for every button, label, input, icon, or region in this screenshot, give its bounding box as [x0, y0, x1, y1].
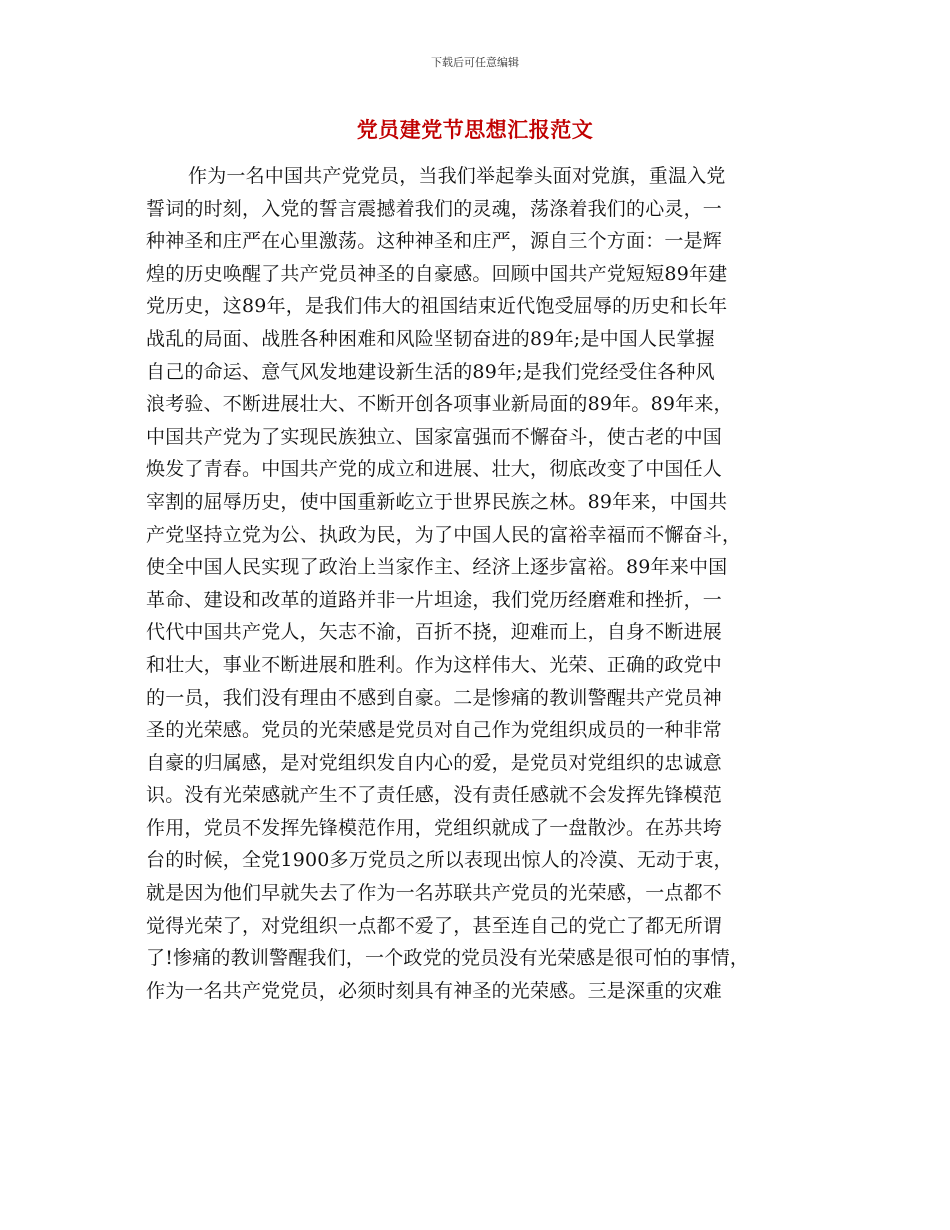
- document-title: 党员建党节思想汇报范文: [356, 117, 594, 142]
- body-line: 种神圣和庄严在心里激荡。这种神圣和庄严，源自三个方面：一是辉: [146, 230, 723, 253]
- body-line: 觉得光荣了，对党组织一点都不爱了，甚至连自己的党亡了都无所谓: [146, 914, 723, 937]
- body-line: 和壮大，事业不断进展和胜利。作为这样伟大、光荣、正确的政党中: [146, 653, 723, 676]
- body-line: 作用，党员不发挥先锋模范作用，党组织就成了一盘散沙。在苏共垮: [146, 816, 723, 839]
- body-line: 产党坚持立党为公、执政为民，为了中国人民的富裕幸福而不懈奋斗，: [146, 523, 742, 546]
- body-line: 作为一名共产党党员，必须时刻具有神圣的光荣感。三是深重的灾难: [146, 979, 723, 1002]
- body-line: 就是因为他们早就失去了作为一名苏联共产党员的光荣感，一点都不: [146, 882, 723, 905]
- header-note: 下载后可任意编辑: [431, 56, 519, 69]
- body-line: 党历史，这89年，是我们伟大的祖国结束近代饱受屈辱的历史和长年: [146, 295, 728, 318]
- body-line: 台的时候，全党1900多万党员之所以表现出惊人的冷漠、无动于衷，: [146, 849, 733, 872]
- body-line: 代代中国共产党人，矢志不渝，百折不挠，迎难而上，自身不断进展: [146, 621, 723, 644]
- body-line: 自豪的归属感，是对党组织发自内心的爱，是党员对党组织的忠诚意: [146, 751, 723, 774]
- body-line: 浪考验、不断进展壮大、不断开创各项事业新局面的89年。89年来，: [146, 393, 733, 416]
- body-line: 的一员，我们没有理由不感到自豪。二是惨痛的教训警醒共产党员神: [146, 686, 723, 709]
- body-line: 自己的命运、意气风发地建设新生活的89年;是我们党经受住各种风: [146, 360, 715, 383]
- body-line: 战乱的局面、战胜各种困难和风险坚韧奋进的89年;是中国人民掌握: [146, 327, 715, 350]
- body-line: 了!惨痛的教训警醒我们，一个政党的党员没有光荣感是很可怕的事情，: [146, 947, 750, 970]
- body-line: 作为一名中国共产党党员，当我们举起拳头面对党旗，重温入党: [188, 165, 726, 187]
- body-line: 革命、建设和改革的道路并非一片坦途，我们党历经磨难和挫折，一: [146, 588, 723, 611]
- body-line: 圣的光荣感。党员的光荣感是党员对自己作为党组织成员的一种非常: [146, 719, 723, 742]
- body-line: 中国共产党为了实现民族独立、国家富强而不懈奋斗，使古老的中国: [146, 425, 723, 448]
- body-line: 焕发了青春。中国共产党的成立和进展、壮大，彻底改变了中国任人: [146, 458, 723, 481]
- body-line: 煌的历史唤醒了共产党员神圣的自豪感。回顾中国共产党短短89年建: [146, 262, 728, 285]
- body-line: 使全中国人民实现了政治上当家作主、经济上逐步富裕。89年来中国: [146, 556, 728, 579]
- body-line: 识。没有光荣感就产生不了责任感，没有责任感就不会发挥先锋模范: [146, 784, 723, 807]
- body-line: 宰割的屈辱历史，使中国重新屹立于世界民族之林。89年来，中国共: [146, 490, 728, 513]
- document-body: [146, 160, 816, 1007]
- body-line: 誓词的时刻，入党的誓言震撼着我们的灵魂，荡涤着我们的心灵，一: [146, 197, 723, 220]
